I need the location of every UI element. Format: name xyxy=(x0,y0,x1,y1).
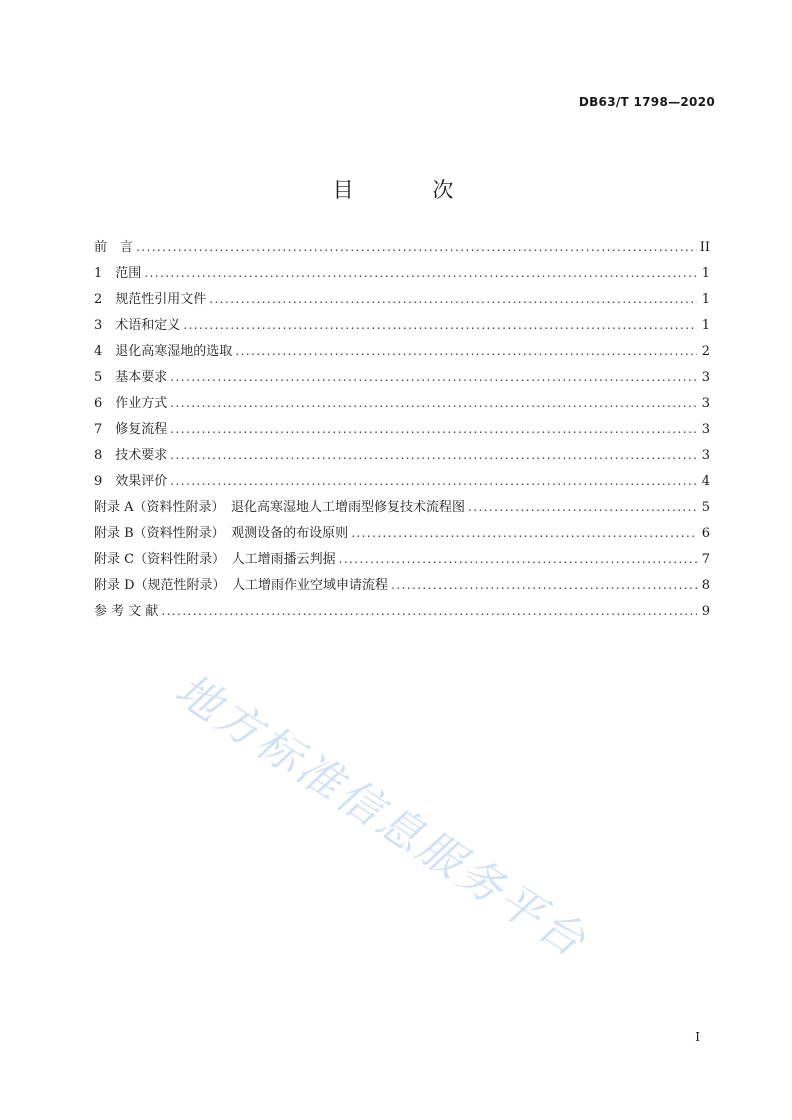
toc-page-number: 6 xyxy=(701,526,710,541)
toc-item-restoration-process[interactable] xyxy=(94,416,710,442)
watermark: 地方标准信息服务平台 xyxy=(166,664,597,969)
toc-page-number: 3 xyxy=(701,396,710,411)
toc-leader-dots xyxy=(136,234,697,261)
toc-label: 前 言 xyxy=(94,240,134,255)
toc-page-number: 1 xyxy=(701,292,710,307)
toc-label: 附录 B（资料性附录） 观测设备的布设原则 xyxy=(94,526,349,541)
toc-page-number: 3 xyxy=(701,448,710,463)
toc-item-wetland-selection[interactable] xyxy=(94,338,710,364)
toc-label: 参 考 文 献 xyxy=(94,604,159,619)
toc-label: 附录 D（规范性附录） 人工增雨作业空域申请流程 xyxy=(94,578,389,593)
toc-leader-dots xyxy=(170,364,697,391)
toc-leader-dots xyxy=(170,442,697,469)
toc-item-scope[interactable] xyxy=(94,260,710,286)
toc-page-number: 8 xyxy=(701,578,710,593)
toc-item-appendix-d[interactable] xyxy=(94,572,710,598)
page-number: I xyxy=(695,1030,700,1044)
toc-page-number: 5 xyxy=(701,500,710,515)
toc-label: 4 退化高寒湿地的选取 xyxy=(94,344,233,359)
toc-label: 8 技术要求 xyxy=(94,448,168,463)
toc-label: 3 术语和定义 xyxy=(94,318,181,333)
toc-item-normative-references[interactable] xyxy=(94,286,710,312)
toc-label: 附录 C（资料性附录） 人工增雨播云判据 xyxy=(94,552,336,567)
toc-page-number: 2 xyxy=(701,344,710,359)
toc-label: 1 范围 xyxy=(94,266,142,281)
toc-item-appendix-c[interactable] xyxy=(94,546,710,572)
toc-label: 附录 A（资料性附录） 退化高寒湿地人工增雨型修复技术流程图 xyxy=(94,500,466,515)
toc-item-technical-requirements[interactable] xyxy=(94,442,710,468)
toc-leader-dots xyxy=(183,312,697,339)
toc-page-number: II xyxy=(699,240,710,255)
toc-label: 9 效果评价 xyxy=(94,474,168,489)
toc-label: 5 基本要求 xyxy=(94,370,168,385)
toc-page-number: 1 xyxy=(701,318,710,333)
toc-item-appendix-b[interactable] xyxy=(94,520,710,546)
toc-leader-dots xyxy=(170,468,697,495)
toc-page-number: 7 xyxy=(701,552,710,567)
toc-leader-dots xyxy=(209,286,697,313)
toc-page-number: 1 xyxy=(701,266,710,281)
standard-code: DB63/T 1798—2020 xyxy=(578,95,715,109)
page-title: 目 次 xyxy=(332,178,490,202)
toc-item-effect-evaluation[interactable] xyxy=(94,468,710,494)
toc-item-operation-mode[interactable] xyxy=(94,390,710,416)
toc-leader-dots xyxy=(170,390,697,417)
toc-leader-dots xyxy=(170,416,697,443)
toc-item-references[interactable] xyxy=(94,598,710,624)
toc-item-basic-requirements[interactable] xyxy=(94,364,710,390)
toc-leader-dots xyxy=(351,520,697,547)
toc-page-number: 3 xyxy=(701,422,710,437)
toc-leader-dots xyxy=(235,338,697,365)
toc-leader-dots xyxy=(339,546,697,573)
toc-item-appendix-a[interactable] xyxy=(94,494,710,520)
toc-leader-dots xyxy=(161,598,697,625)
toc-leader-dots xyxy=(391,572,697,599)
toc-leader-dots xyxy=(144,260,697,287)
table-of-contents xyxy=(94,234,710,624)
toc-label: 6 作业方式 xyxy=(94,396,168,411)
toc-page-number: 3 xyxy=(701,370,710,385)
toc-page-number: 4 xyxy=(701,474,710,489)
toc-item-terms-definitions[interactable] xyxy=(94,312,710,338)
toc-item-foreword[interactable] xyxy=(94,234,710,260)
toc-page-number: 9 xyxy=(701,604,710,619)
toc-label: 7 修复流程 xyxy=(94,422,168,437)
toc-leader-dots xyxy=(468,494,697,521)
toc-label: 2 规范性引用文件 xyxy=(94,292,207,307)
